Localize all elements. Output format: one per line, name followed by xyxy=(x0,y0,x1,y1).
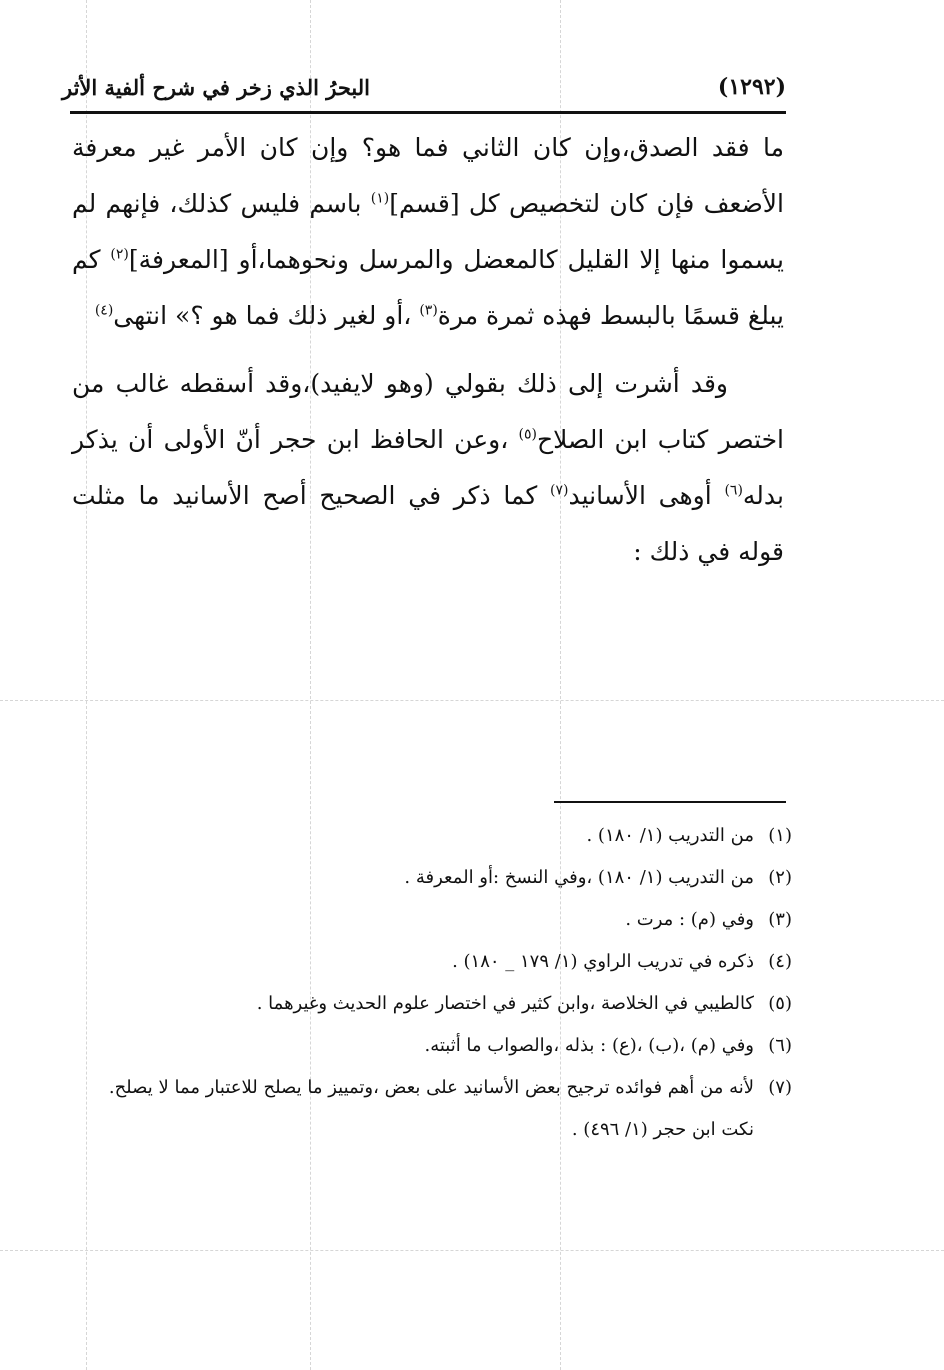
scan-guide-line xyxy=(0,700,944,701)
footnote-number: (١) xyxy=(768,825,792,846)
footnote-number: (٢) xyxy=(768,867,792,888)
text-run: باسم فليس كذلك، فإنهم لم يسموا منها إلا القليل كالمعضل والمرسل ونحوهما،أو [المعرفة] xyxy=(72,189,784,274)
footnote-item xyxy=(72,983,792,1025)
footnote-item xyxy=(72,941,792,983)
footnote-ref: (٦) xyxy=(724,482,743,499)
footnote-number: (٣) xyxy=(768,909,792,930)
footnote-ref: (١) xyxy=(370,190,390,207)
footnote-text: كالطيبي في الخلاصة ،وابن كثير في اختصار علوم الحديث وغيرهما . xyxy=(256,993,754,1014)
footnote-number: (٦) xyxy=(768,1035,792,1056)
footnote-ref: (٥) xyxy=(518,426,537,443)
text-run: ،أو لغير ذلك فما هو ؟» انتهى xyxy=(113,301,420,330)
footnote-ref: (٧) xyxy=(550,482,569,499)
footnote-item xyxy=(72,1067,792,1109)
footnote-number: (٥) xyxy=(768,993,792,1014)
footnotes xyxy=(72,815,792,1151)
footnote-item xyxy=(72,1109,792,1151)
footnote-text: من التدريب (١/ ١٨٠) ،وفي النسخ :أو المعرفة . xyxy=(404,867,754,888)
footnote-ref: (٢) xyxy=(110,246,129,263)
paragraph xyxy=(72,120,784,344)
footnote-separator xyxy=(554,801,786,803)
footnote-item xyxy=(72,857,792,899)
footnote-source: نكت ابن حجر (١/ ٤٩٦) . xyxy=(571,1119,754,1140)
footnote-text: وفي (م) ،(ب) ،(ع) : بذله ،والصواب ما أثبته. xyxy=(424,1035,754,1056)
header-rule xyxy=(70,111,786,114)
text-run: ما فقد الصدق،وإن كان الثاني فما هو؟ وإن كان الأمر غير معرفة الأضعف فإن كان لتخصيص كل [قسم] xyxy=(72,133,784,218)
footnote-text: ذكره في تدريب الراوي (١/ ١٧٩ _ ١٨٠) . xyxy=(452,951,754,972)
main-text xyxy=(72,120,784,580)
footnote-item xyxy=(72,1025,792,1067)
text-run: كما ذكر في الصحيح أصح الأسانيد ما مثلت قوله في ذلك : xyxy=(72,481,784,566)
text-run: ،وعن الحافظ ابن حجر أنّ الأولى أن يذكر بدله xyxy=(72,425,785,510)
footnote-text: وفي (م) : مرت . xyxy=(625,909,754,930)
text-run: وقد أشرت إلى ذلك بقولي (وهو لايفيد)،وقد أسقطه غالب من اختصر كتاب ابن الصلاح xyxy=(72,369,784,454)
running-title: البحرُ الذي زخر في شرح ألفية الأثر xyxy=(62,75,370,100)
footnote-number: (٤) xyxy=(768,951,792,972)
footnote-item xyxy=(72,815,792,857)
scan-guide-line xyxy=(0,1250,944,1251)
text-run: أوهى الأسانيد xyxy=(568,481,725,510)
page-header xyxy=(62,62,786,106)
text-run: كم يبلغ قسمًا بالبسط فهذه ثمرة مرة xyxy=(72,245,784,330)
footnote-number: (٧) xyxy=(768,1077,792,1098)
paragraph xyxy=(72,356,784,580)
footnote-text: من التدريب (١/ ١٨٠) . xyxy=(586,825,754,846)
footnote-ref: (٣) xyxy=(419,302,438,319)
page-number: (١٢٩٢) xyxy=(717,74,786,100)
footnote-ref: (٤) xyxy=(94,302,114,319)
footnote-item xyxy=(72,899,792,941)
footnote-text: لأنه من أهم فوائده ترجيح بعض الأسانيد على بعض ،وتمييز ما يصلح للاعتبار مما لا يصلح. xyxy=(108,1077,754,1098)
